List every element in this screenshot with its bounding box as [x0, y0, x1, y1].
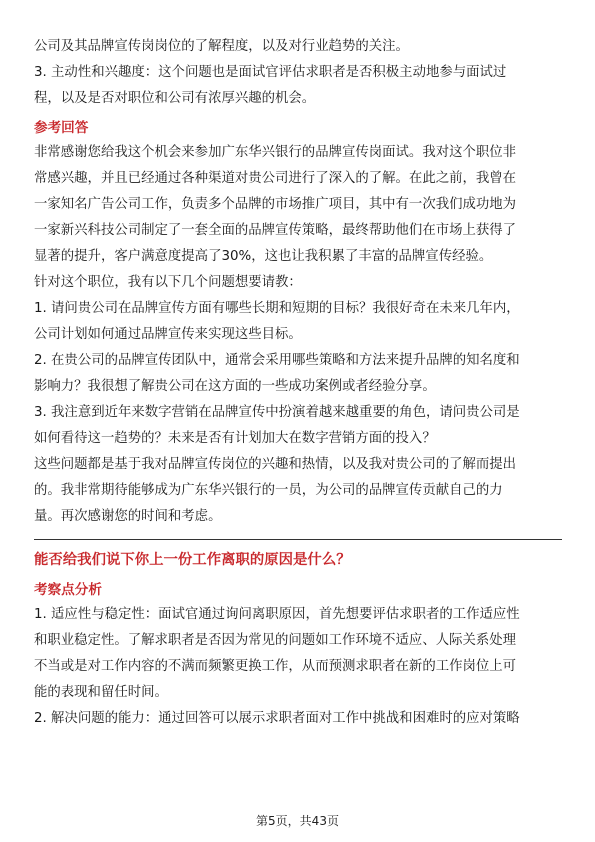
- text-line: 一家新兴科技公司制定了一套全面的品牌宣传策略，最终帮助他们在市场上获得了: [34, 223, 517, 238]
- text-line: 量。再次感谢您的时间和考虑。: [34, 509, 222, 524]
- top-section: [34, 34, 562, 112]
- text-line: 公司计划如何通过品牌宣传来实现这些目标。: [34, 327, 302, 342]
- text-line: 3. 我注意到近年来数字营销在品牌宣传中扮演着越来越重要的角色，请问贵公司是: [34, 405, 520, 420]
- analysis-heading: 考察点分析: [34, 582, 102, 598]
- text-line: 程，以及是否对职位和公司有浓厚兴趣的机会。: [34, 91, 316, 106]
- text-line: 这些问题都是基于我对品牌宣传岗位的兴趣和热情，以及我对贵公司的了解而提出: [34, 457, 517, 472]
- text-line: 影响力？我很想了解贵公司在这方面的一些成功案例或者经验分享。: [34, 379, 436, 394]
- text-line: 不当或是对工作内容的不满而频繁更换工作，从而预测求职者在新的工作岗位上可: [34, 659, 517, 674]
- text-line: 1. 请问贵公司在品牌宣传方面有哪些长期和短期的目标？我很好奇在未来几年内，: [34, 301, 520, 316]
- text-line: 非常感谢您给我这个机会来参加广东华兴银行的品牌宣传岗面试。我对这个职位非: [34, 145, 517, 160]
- section-divider: [34, 539, 562, 540]
- text-line: 针对这个职位，我有以下几个问题想要请教：: [34, 275, 302, 290]
- answer-section: [34, 140, 562, 530]
- text-line: 一家知名广告公司工作，负责多个品牌的市场推广项目，其中有一次我们成功地为: [34, 197, 517, 212]
- text-line: 常感兴趣，并且已经通过各种渠道对贵公司进行了深入的了解。在此之前，我曾在: [34, 171, 517, 186]
- text-line: 2. 解决问题的能力：通过回答可以展示求职者面对工作中挑战和困难时的应对策略: [34, 711, 520, 726]
- answer-heading: 参考回答: [34, 120, 89, 136]
- text-line: 的。我非常期待能够成为广东华兴银行的一员，为公司的品牌宣传贡献自己的力: [34, 483, 503, 498]
- page-footer: 第5页，共43页: [256, 814, 339, 828]
- text-line: 和职业稳定性。了解求职者是否因为常见的问题如工作环境不适应、人际关系处理: [34, 633, 517, 648]
- text-line: 2. 在贵公司的品牌宣传团队中，通常会采用哪些策略和方法来提升品牌的知名度和: [34, 353, 520, 368]
- text-line: 公司及其品牌宣传岗岗位的了解程度，以及对行业趋势的关注。: [34, 39, 409, 54]
- analysis-section: [34, 602, 562, 732]
- text-line: 能的表现和留任时间。: [34, 685, 168, 700]
- text-line: 如何看待这一趋势的？未来是否有计划加大在数字营销方面的投入？: [34, 431, 436, 446]
- question-title: 能否给我们说下你上一份工作离职的原因是什么？: [34, 552, 351, 568]
- text-line: 1. 适应性与稳定性：面试官通过询问离职原因，首先想要评估求职者的工作适应性: [34, 607, 520, 622]
- text-line: 显著的提升，客户满意度提高了30%，这也让我积累了丰富的品牌宣传经验。: [34, 249, 493, 264]
- text-line: 3. 主动性和兴趣度：这个问题也是面试官评估求职者是否积极主动地参与面试过: [34, 65, 507, 80]
- page-content: [34, 34, 562, 732]
